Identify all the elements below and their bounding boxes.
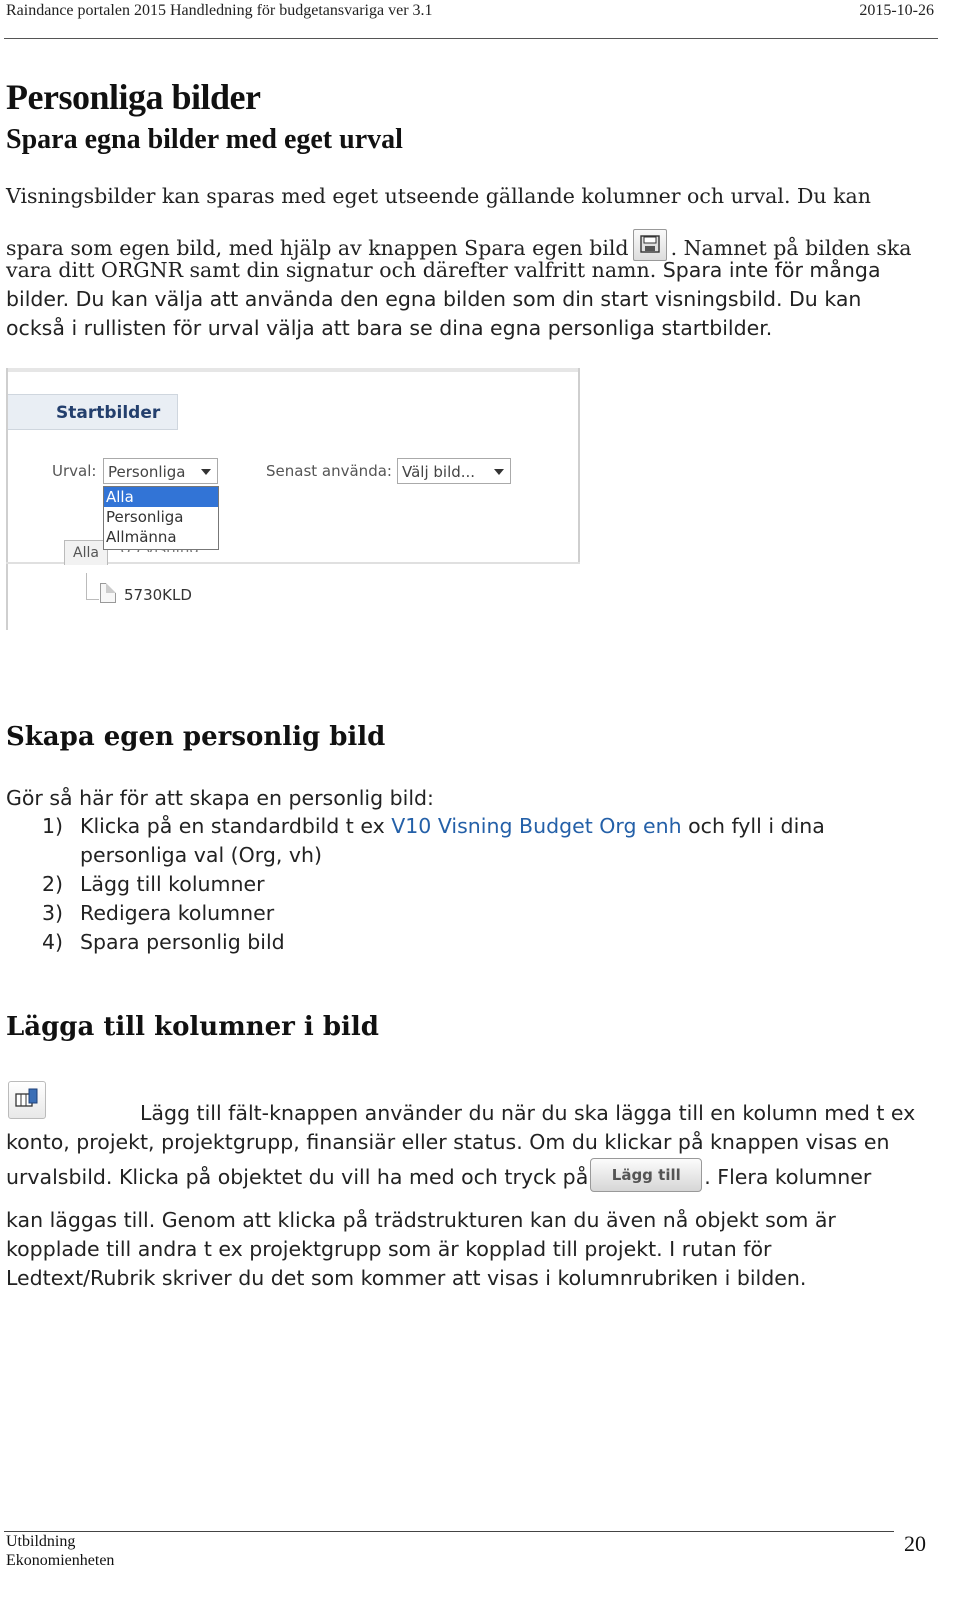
paragraph-line — [6, 1158, 871, 1192]
step-text — [80, 814, 825, 838]
paragraph-line: Lägg till fält-knappen använder du när du ska lägga till en kolumn med t ex — [140, 1101, 916, 1125]
paragraph-text: . Namnet på bilden ska — [670, 236, 912, 260]
page-title: Personliga bilder — [6, 77, 261, 117]
step-text: Lägg till kolumner — [80, 872, 265, 896]
urval-label: Urval: — [52, 462, 97, 480]
step-text: Redigera kolumner — [80, 901, 275, 925]
header-divider — [4, 38, 938, 39]
section-heading: Skapa egen personlig bild — [6, 722, 386, 752]
tab-startbilder[interactable]: Startbilder — [8, 394, 178, 430]
save-icon — [633, 229, 667, 261]
footer-line: Ekonomienheten — [6, 1552, 115, 1569]
paragraph-line: kan läggas till. Genom att klicka på trädstrukturen kan du även nå objekt som är — [6, 1208, 836, 1232]
section-heading: Lägga till kolumner i bild — [6, 1012, 379, 1042]
header-title: Raindance portalen 2015 Handledning för budgetansvariga ver 3.1 — [6, 2, 433, 19]
urval-value: Personliga — [108, 463, 186, 481]
visning-link[interactable]: V10 Visning Budget Org enh — [391, 814, 682, 838]
tree-connector — [86, 573, 99, 600]
paragraph-line: Ledtext/Rubrik skriver du det som kommer att visas i kolumnrubriken i bilden. — [6, 1266, 807, 1290]
intro-text: Gör så här för att skapa en personlig bild: — [6, 786, 434, 810]
senast-label: Senast använda: — [266, 462, 392, 480]
paragraph-line: kopplade till andra t ex projektgrupp som är kopplad till projekt. I rutan för — [6, 1237, 772, 1261]
paragraph-line: Visningsbilder kan sparas med eget utseende gällande kolumner och urval. Du kan — [6, 184, 871, 208]
dropdown-option-alla[interactable]: Alla — [104, 487, 218, 507]
paragraph-line: konto, projekt, projektgrupp, finansiär eller status. Om du klickar på knappen visas en — [6, 1130, 890, 1154]
step-number: 3) — [42, 901, 64, 925]
chevron-down-icon — [494, 469, 504, 475]
header-date: 2015-10-26 — [859, 2, 934, 19]
urval-select[interactable] — [103, 458, 218, 484]
senast-value: Välj bild... — [402, 463, 476, 481]
step-number: 4) — [42, 930, 64, 954]
startbilder-screenshot — [6, 368, 580, 630]
dropdown-option-personliga[interactable]: Personliga — [106, 508, 184, 526]
step-number: 1) — [42, 814, 64, 838]
paragraph-line: bilder. Du kan välja att använda den egna bilden som din start visningsbild. Du kan — [6, 287, 862, 311]
footer-line: Utbildning — [6, 1533, 76, 1550]
paragraph-text: urvalsbild. Klicka på objektet du vill ha med och tryck på — [6, 1165, 589, 1189]
step-text-part: och fyll i dina — [681, 814, 825, 838]
page-number: 20 — [904, 1531, 926, 1556]
step-number: 2) — [42, 872, 64, 896]
dropdown-option-allmanna[interactable]: Allmänna — [106, 528, 177, 546]
step-text-part: Klicka på en standardbild t ex — [80, 814, 392, 838]
senast-select[interactable] — [397, 458, 511, 484]
chevron-down-icon — [201, 469, 211, 475]
section-subtitle: Spara egna bilder med eget urval — [6, 124, 403, 155]
step-text: Spara personlig bild — [80, 930, 285, 954]
document-icon — [100, 583, 116, 603]
urval-dropdown[interactable] — [103, 486, 219, 550]
footer-divider — [4, 1531, 894, 1532]
tree-item[interactable]: 5730KLD — [124, 586, 192, 604]
paragraph-text: spara som egen bild, med hjälp av knappen Spara egen bild — [6, 236, 629, 260]
add-field-icon — [8, 1081, 46, 1119]
lagg-till-button: Lägg till — [590, 1158, 702, 1192]
tab-alla[interactable]: Alla — [64, 540, 108, 565]
paragraph-line — [6, 258, 926, 282]
frame-right — [578, 368, 580, 564]
paragraph-text: Spara inte för många — [662, 258, 881, 282]
paragraph-text: vara ditt ORGNR samt din signatur och därefter valfritt namn. — [6, 258, 657, 282]
paragraph-text: . Flera kolumner — [704, 1165, 872, 1189]
step-text: personliga val (Org, vh) — [80, 843, 323, 867]
paragraph-line — [6, 229, 926, 261]
paragraph-line: också i rullisten för urval välja att bara se dina egna personliga startbilder. — [6, 316, 773, 340]
frame-top — [6, 368, 580, 372]
